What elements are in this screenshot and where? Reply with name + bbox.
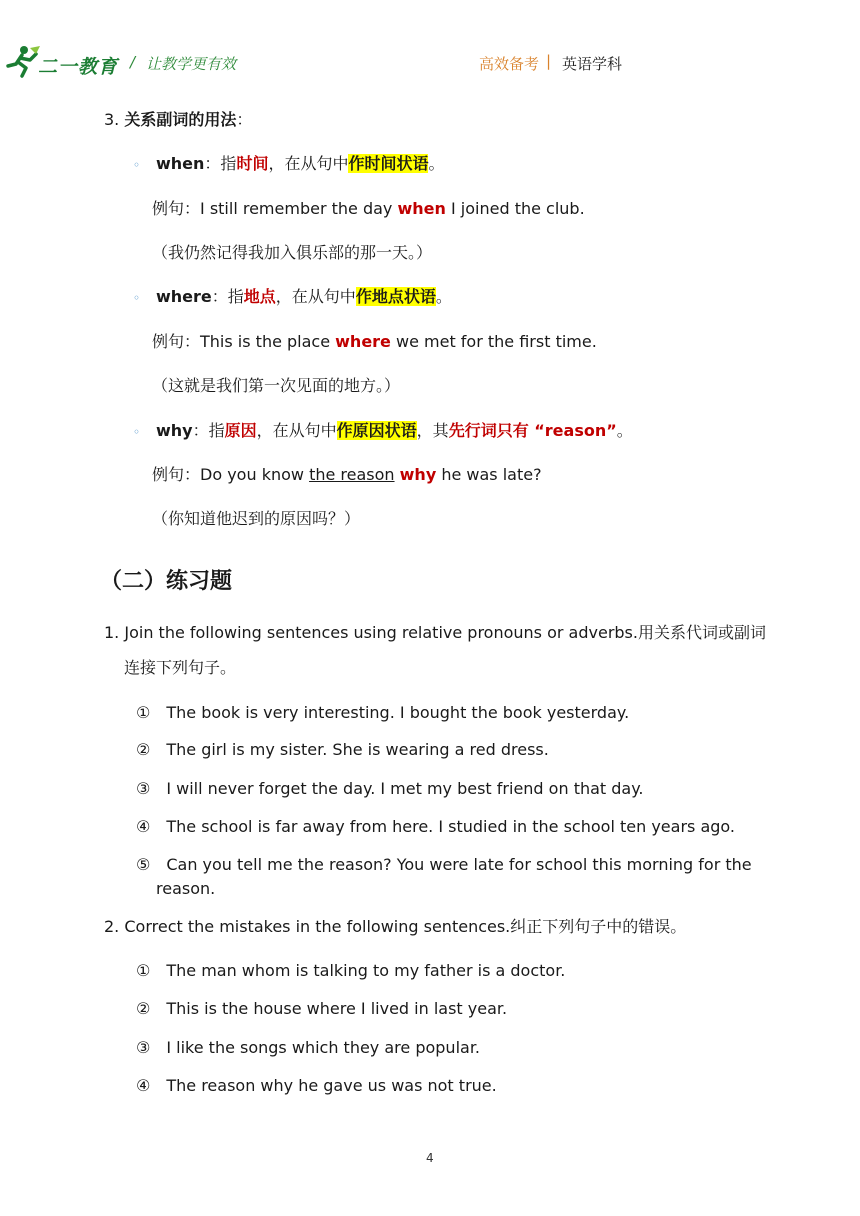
rule-why: why：指原因，在从句中作原因状语，其先行词只有 “reason”。 [156,421,633,440]
translation-where: （这就是我们第一次见面的地方。） [152,376,401,395]
list-item: ③ I will never forget the day. I met my best friend on that day. [136,779,644,798]
list-item: ④ The school is far away from here. I studied in the school ten years ago. [136,817,735,836]
list-item-continuation: reason. [156,879,216,898]
question-2: 2. Correct the mistakes in the following sentences.纠正下列句子中的错误。 [104,917,687,936]
list-item: ② This is the house where I lived in last year. [136,999,508,1018]
translation-why: （你知道他迟到的原因吗？） [152,509,361,528]
practice-heading: （二）练习题 [100,569,233,594]
example-why: 例句：Do you know the reason why he was late? [152,465,542,484]
header-divider: / [130,53,136,71]
list-item: ④ The reason why he gave us was not true. [136,1076,497,1095]
header-separator: | [546,52,552,70]
rule-where: where：指地点，在从句中作地点状语。 [156,287,452,306]
list-item: ② The girl is my sister. She is wearing a red dress. [136,740,549,759]
header [0,40,860,84]
example-where: 例句：This is the place where we met for the first time. [152,332,597,351]
circle-bullet-icon: ◦ [133,158,141,172]
circle-bullet-icon: ◦ [133,291,141,305]
runner-logo-icon [2,44,42,78]
question-1: 1. Join the following sentences using relative pronouns or adverbs.用关系代词或副词 [104,623,766,642]
rule-when: when：指时间，在从句中作时间状语。 [156,154,445,173]
list-item: ① The book is very interesting. I bought the book yesterday. [136,703,630,722]
page-number: 4 [426,1151,434,1165]
header-exam-label: 高效备考 [479,55,540,73]
circle-bullet-icon: ◦ [133,425,141,439]
header-subject: 英语学科 [562,55,623,73]
list-item: ③ I like the songs which they are popular. [136,1038,481,1057]
header-slogan: 让教学更有效 [146,55,237,73]
question-1-line2: 连接下列句子。 [124,658,237,677]
logo-text: 二一教育 [38,56,119,78]
list-item: ⑤ Can you tell me the reason? You were late for school this morning for the [136,855,752,874]
section-title: 3. 关系副词的用法： [104,110,253,129]
translation-when: （我仍然记得我加入俱乐部的那一天。） [152,243,433,262]
example-when: 例句：I still remember the day when I joined the club. [152,199,585,218]
list-item: ① The man whom is talking to my father is a doctor. [136,961,566,980]
